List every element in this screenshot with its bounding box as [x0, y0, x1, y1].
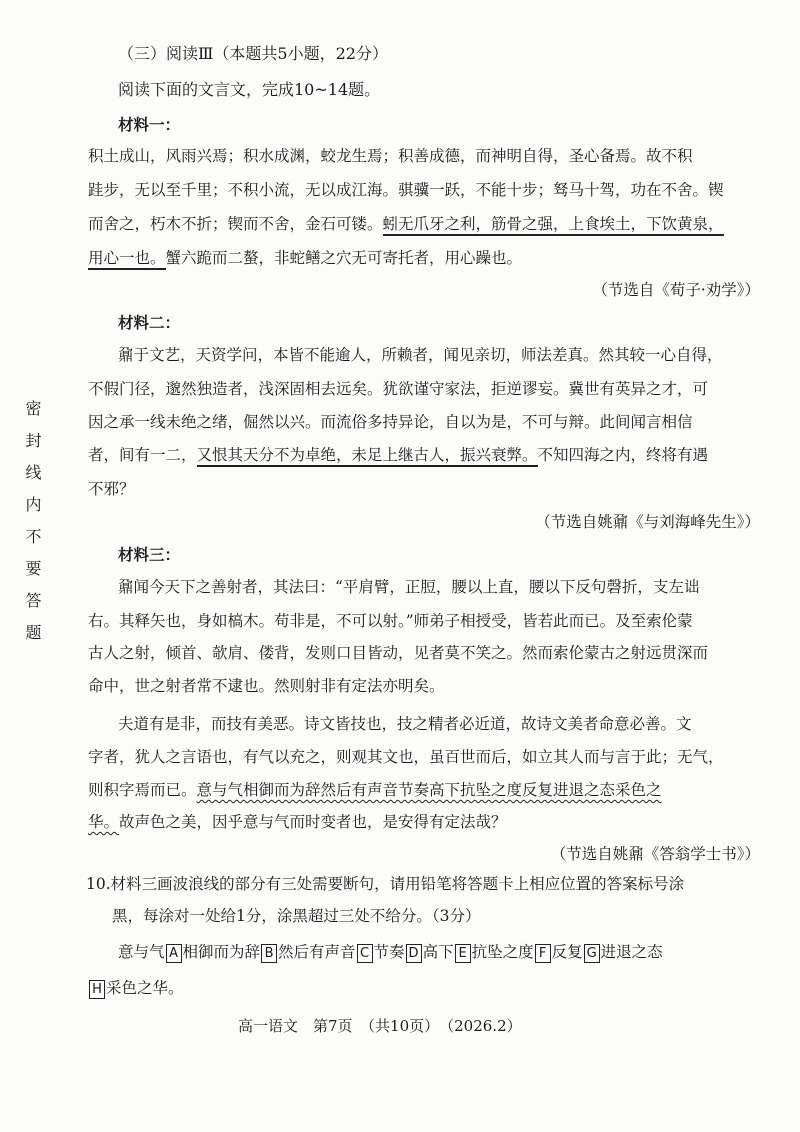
material-3-label: 材料三：	[118, 546, 181, 564]
material-3-para2-line-3-text: 则积字焉而已。	[88, 781, 197, 799]
option-box-f[interactable]: F	[535, 944, 551, 963]
material-3-wavy-underlined-2: 华。	[88, 813, 120, 831]
material-1-line-3	[88, 214, 724, 234]
question-10-line-1	[86, 874, 684, 894]
option-segment-7: 进退之态	[600, 943, 663, 961]
option-segment-6: 反复	[551, 943, 583, 961]
material-1-label: 材料一：	[118, 116, 181, 134]
material-1-source: （节选自《荀子·劝学》）	[592, 281, 760, 299]
option-segment-1: 相御而为辞	[182, 943, 261, 961]
material-2-line-3: 因之承一线未绝之绪，倔然以兴。而流俗多持异论，自以为是，不可与辩。此间闻言相信	[88, 413, 693, 431]
material-3-para2-line-3	[88, 780, 662, 800]
material-3-line-3: 古人之射，倾首、欹肩、偻背，发则口目皆动，见者莫不笑之。然而索伦蒙古之射远贯深而	[88, 644, 709, 662]
material-1-line-3-text: 而舍之，朽木不折；锲而不舍，金石可镂。	[88, 215, 383, 233]
option-box-e[interactable]: E	[455, 944, 471, 963]
material-3-line-4: 命中，世之射者常不逮也。然则射非有定法亦明矣。	[88, 677, 445, 695]
material-2-line-5: 不邪？	[88, 480, 135, 498]
material-3-wavy-underlined-1: 意与气相御而为辞然后有声音节奏高下抗坠之度反复进退之态采色之	[196, 781, 662, 799]
material-1-line-1: 积土成山，风雨兴焉；积水成渊，蛟龙生焉；积善成德，而神明自得，圣心备焉。故不积	[88, 147, 693, 165]
material-1-underlined-2: 用心一也。	[88, 249, 166, 270]
option-segment-3: 节奏	[373, 943, 405, 961]
material-3-para2-line-2: 字者，犹人之言语也，有气以充之，则观其文也，虽百世而后，如立其人而与言于此；无气，	[88, 748, 724, 766]
reading-instruction: 阅读下面的文言文，完成10~14题。	[118, 80, 381, 99]
material-3-para2-line-4	[88, 812, 507, 832]
section-title: （三）阅读Ⅲ（本题共5小题，22分）	[118, 44, 388, 63]
question-10-text-1: 材料三画波浪线的部分有三处需要断句，请用铅笔将答题卡上相应位置的答案标号涂	[110, 875, 685, 893]
material-2-line-4-text-a: 者，间有一二，	[88, 446, 197, 464]
option-segment-0: 意与气	[118, 943, 165, 961]
material-1-underlined-1: 蚓无爪牙之利，筋骨之强，上食埃土，下饮黄泉，	[383, 215, 724, 236]
answer-options-line-2	[88, 978, 184, 999]
material-3-source: （节选自姚鼐《答翁学士书》）	[550, 845, 760, 863]
answer-options-line-1	[118, 942, 663, 963]
option-segment-8: 采色之华。	[106, 979, 184, 997]
option-box-h[interactable]: H	[89, 980, 105, 999]
option-box-d[interactable]: D	[406, 944, 422, 963]
question-10-line-2: 黑，每涂对一处给1分，涂黑超过三处不给分。（3分）	[112, 907, 481, 925]
material-3-para2-line-4-text: 故声色之美，因乎意与气而时变者也，是安得有定法哉？	[119, 813, 507, 831]
material-3-line-2: 右。其释矢也，身如槁木。苟非是，不可以射。”师弟子相授受，皆若此而已。及至索伦蒙	[88, 612, 693, 630]
material-2-source: （节选自姚鼐《与刘海峰先生》）	[535, 513, 760, 531]
material-1-line-4-text: 蟹六跪而二螯，非蛇鳝之穴无可寄托者，用心躁也。	[165, 249, 523, 267]
option-box-a[interactable]: A	[166, 944, 182, 963]
page-footer: 高一语文 第7页 （共10页） （2026.2）	[238, 1017, 522, 1035]
material-1-line-4	[88, 248, 522, 268]
option-box-g[interactable]: G	[584, 944, 600, 963]
material-2-line-2: 不假门径，邈然独造者，浅深固相去远矣。犹欲谨守家法，拒逆谬妄。冀世有英异之才，可	[88, 380, 709, 398]
material-2-line-4-text-c: 不知四海之内，终将有遇	[537, 446, 709, 464]
material-2-line-4	[88, 445, 708, 465]
material-2-label: 材料二：	[118, 314, 181, 332]
material-3-line-1: 鼐闻今天下之善射者，其法曰：“平肩臂，正脰，腰以上直，腰以下反句磬折，支左诎	[118, 578, 700, 596]
material-3-para2-line-1: 夫道有是非，而技有美恶。诗文皆技也，技之精者必近道，故诗文美者命意必善。文	[118, 715, 692, 733]
material-2-underlined: 又恨其天分不为卓绝，未足上继古人，振兴衰弊。	[197, 446, 538, 467]
option-box-c[interactable]: C	[357, 944, 373, 963]
question-10-number: 10.	[86, 875, 111, 893]
option-box-b[interactable]: B	[261, 944, 277, 963]
seal-line-notice: 密封线内不要答题	[23, 400, 42, 656]
material-2-line-1: 鼐于文艺，天资学问，本皆不能逾人，所赖者，闻见亲切，师法差真。然其较一心自得，	[118, 346, 723, 364]
option-segment-2: 然后有声音	[278, 943, 356, 961]
option-segment-4: 高下	[422, 943, 454, 961]
material-1-line-2: 跬步，无以至千里；不积小流，无以成江海。骐骥一跃，不能十步；驽马十驾，功在不舍。锲	[88, 181, 724, 199]
option-segment-5: 抗坠之度	[471, 943, 534, 961]
